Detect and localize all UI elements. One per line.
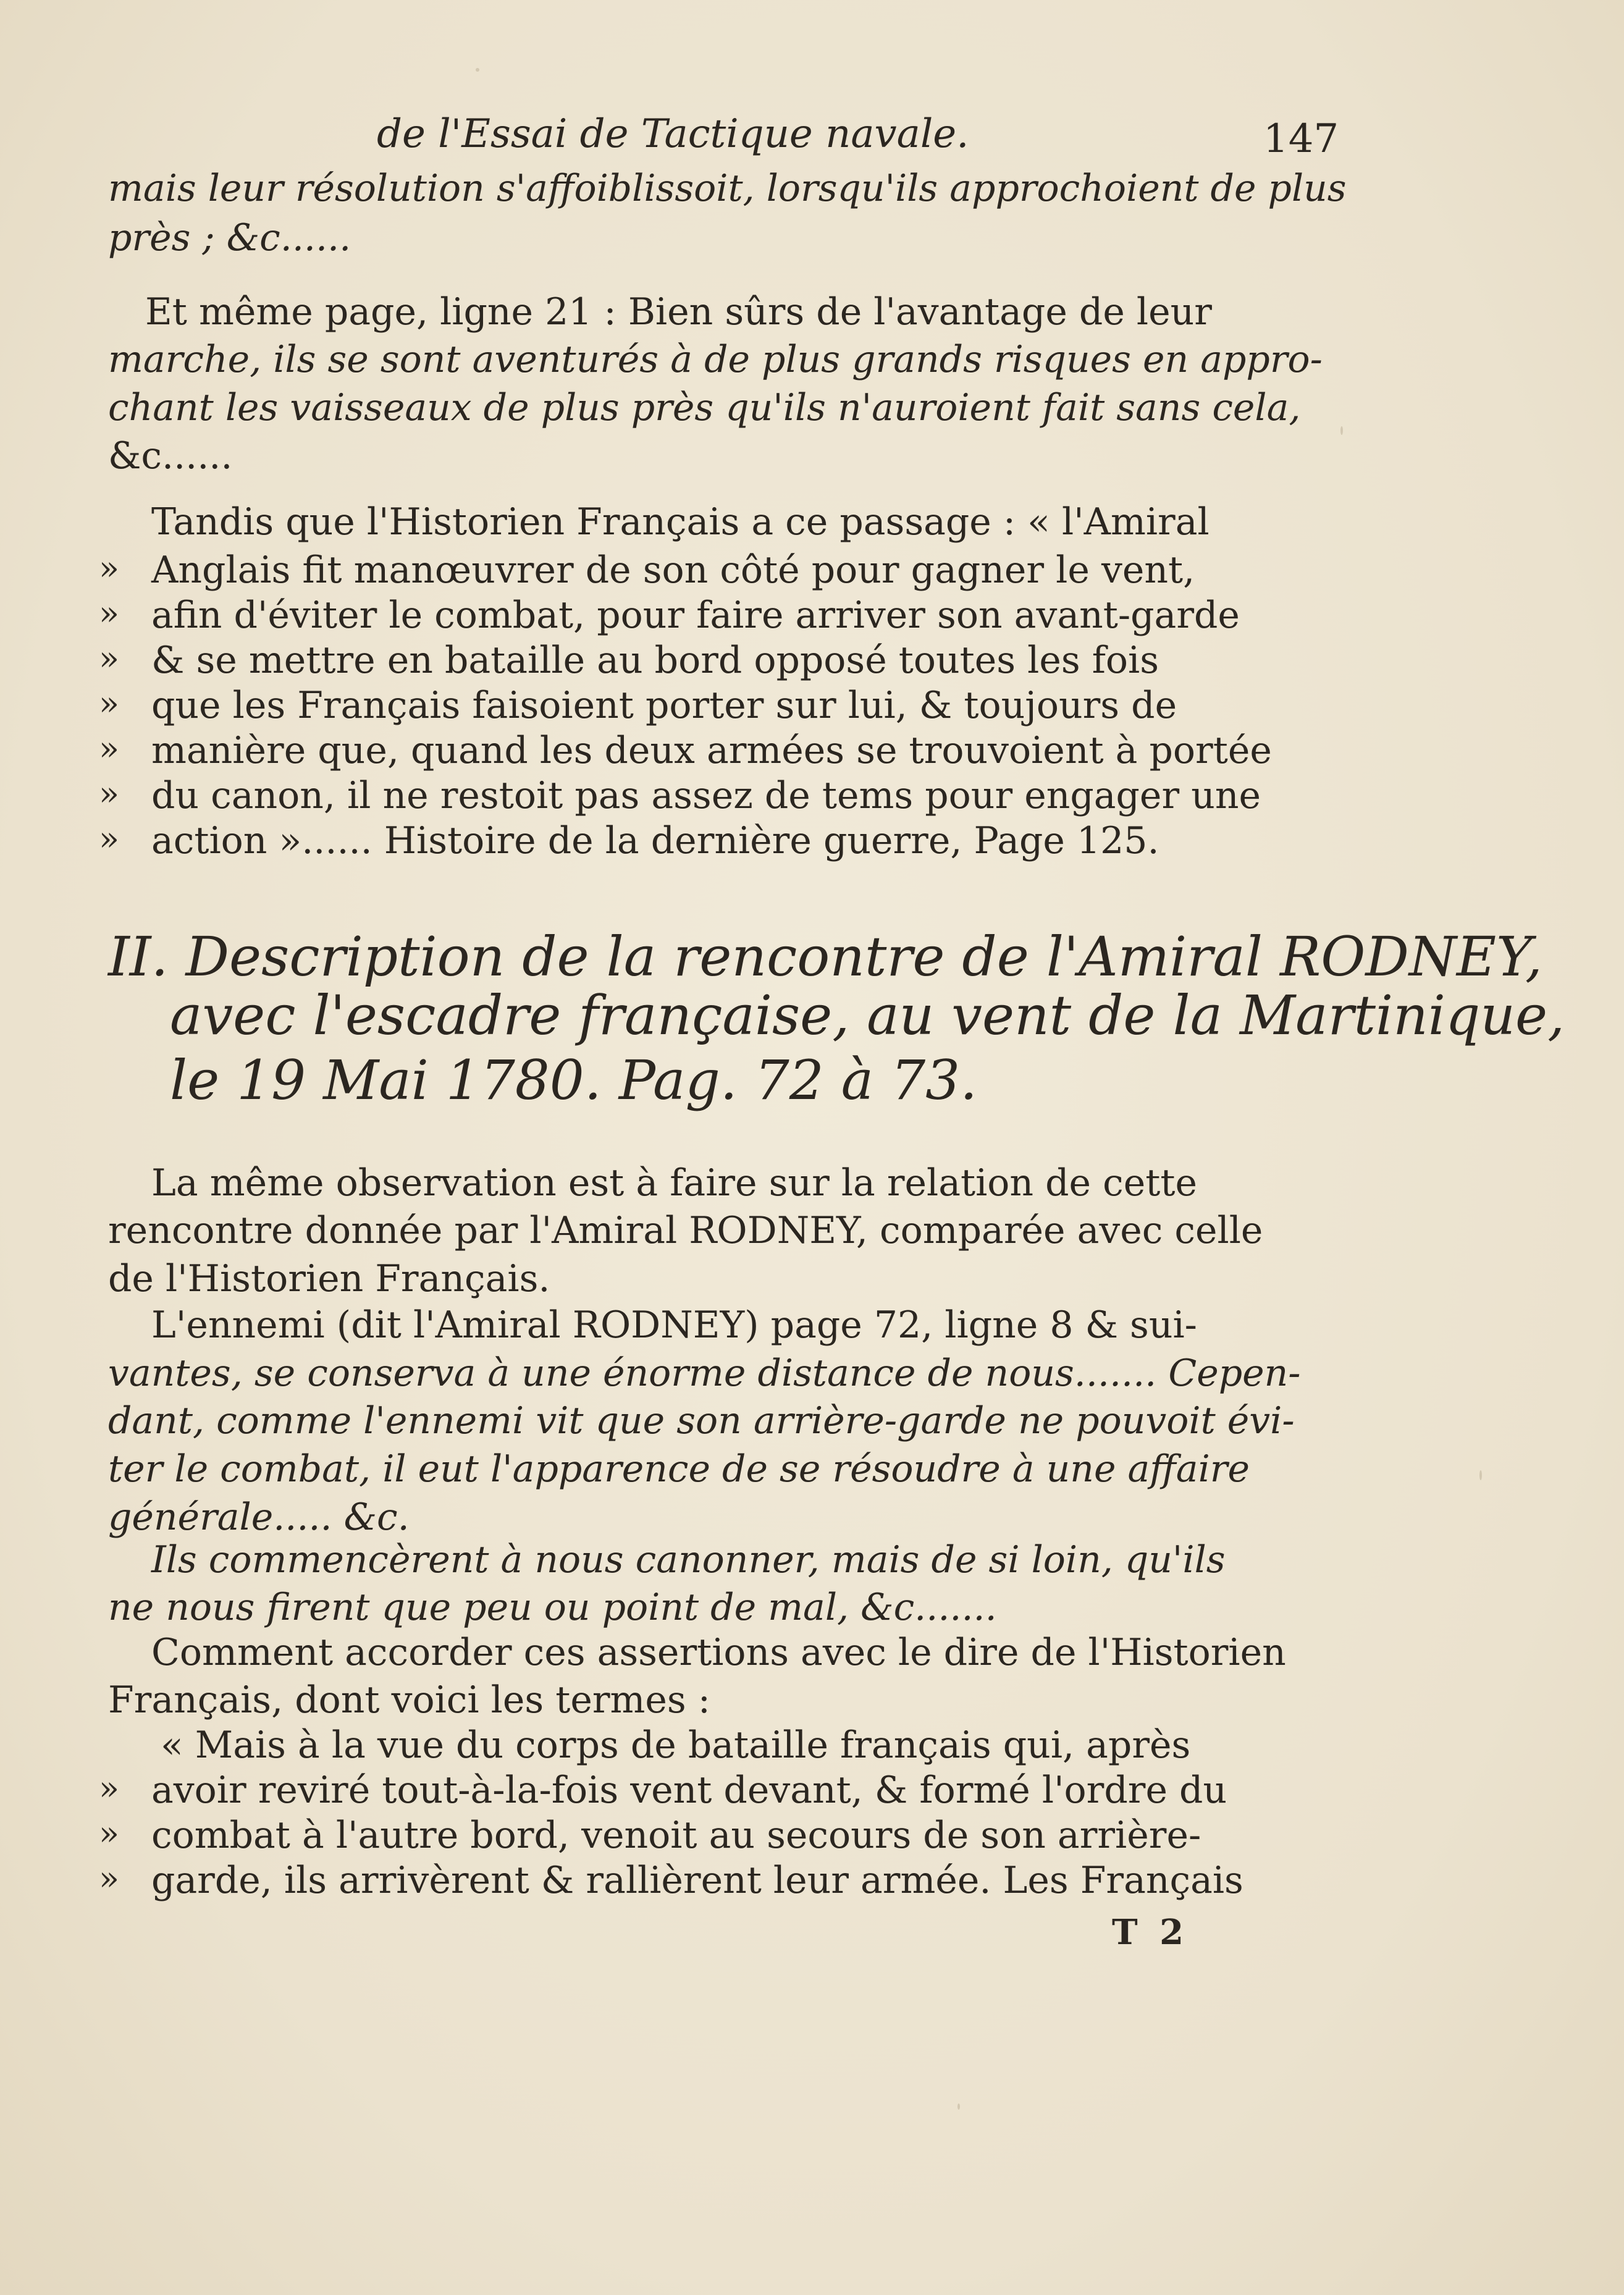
text-line: ter le combat, il eut l'apparence de se résoudre à une affaire [108,1447,1250,1491]
signature-mark: T 2 [1112,1912,1189,1953]
quote-mark: » [99,819,120,858]
section-heading-line: le 19 Mai 1780. Pag. 72 à 73. [170,1048,978,1112]
running-head: de l'Essai de Tactique navale. [377,111,969,157]
text-line: Français, dont voici les termes : [108,1678,710,1722]
text-line: de l'Historien Français. [108,1257,550,1300]
quote-mark: » [99,549,120,587]
text-line: Et même page, ligne 21 : Bien sûrs de l'avantage de leur [145,290,1212,334]
quote-mark: » [99,639,120,678]
text-line: chant les vaisseaux de plus près qu'ils n'auroient fait sans cela, [108,386,1301,429]
quote-mark: » [99,729,120,768]
text-line: dant, comme l'ennemi vit que son arrière-garde ne pouvoit évi- [108,1399,1295,1442]
text-line: vantes, se conserva à une énorme distance de nous....... Cepen- [108,1352,1301,1395]
section-heading-line: avec l'escadre française, au vent de la Martinique, [170,983,1565,1047]
text-line: Tandis que l'Historien Français a ce passage : « l'Amiral [151,500,1210,544]
text-line: générale..... &c. [108,1496,410,1539]
text-line: La même observation est à faire sur la relation de cette [151,1161,1197,1205]
text-line: près ; &c...... [108,216,351,259]
text-line: « Mais à la vue du corps de bataille français qui, après [161,1724,1191,1767]
text-line: marche, ils se sont aventurés à de plus grands risques en appro- [108,338,1323,381]
paper-speck [1479,1470,1482,1480]
text-line: Comment accorder ces assertions avec le dire de l'Historien [151,1631,1286,1674]
page-number: 147 [1263,116,1339,162]
text-line: L'ennemi (dit l'Amiral RODNEY) page 72, ligne 8 & sui- [151,1303,1197,1347]
quote-mark: » [99,774,120,813]
text-line: &c...... [108,434,233,478]
quote-mark: » [99,1859,120,1898]
text-line: mais leur résolution s'affoiblissoit, lorsqu'ils approchoient de plus [108,167,1347,210]
page-text: de l'Essai de Tactique navale. 147 mais leur résolution s'affoiblissoit, lorsqu'ils approchoient de plus près ; &c...... Et même page, ligne 21 : Bien sûrs de l'avantage de leur marche, ils se sont aventurés à de plus grands risques en appro- chant les vaisseaux de plus près qu'ils n'auroient fait sans cela, &c...... Tandis que l'Historien Français a ce passage : « l'Amiral » Anglais fit manœuvrer de son côté pour gagner le vent, » afin d'éviter le combat, pour faire arriver son avant-garde » & se mettre en bataille au bord opposé toutes les fois » que les Français faisoient porter sur lui, & toujours de » manière que, quand les deux armées se trouvoient à portée » du canon, il ne restoit pas assez de tems pour engager une » action »...... Histoire de la dernière guerre, Page 125. II. Description de la rencontre de l'Amiral RODNEY, avec l'escadre française, au vent de la Martinique, le 19 Mai 1780. Pag. 72 à 73. La même observation est à faire sur la relation de cette rencontre donnée par l'Amiral RODNEY, comparée avec celle de l'Historien Français. L'ennemi (dit l'Amiral RODNEY) page 72, ligne 8 & sui- vantes, se conserva à une énorme distance de nous....... Cepen- dant, comme l'ennemi vit que son arrière-garde ne pouvoit évi- ter le combat, il eut l'apparence de se résoudre à une affaire générale..... &c. Ils commencèrent à nous canonner, mais de si loin, qu'ils ne nous firent que peu ou point de mal, &c....... Comment accorder ces assertions avec le dire de l'Historien Français, dont voici les termes : « Mais à la vue du corps de bataille français qui, après » avoir reviré tout-à-la-fois vent devant, & formé l'ordre du » combat à l'autre bord, venoit au secours de son arrière- » garde, ils arrivèrent & rallièrent leur armée. Les Français T 2 [99,111,1565,1953]
text-line: rencontre donnée par l'Amiral RODNEY, comparée avec celle [108,1209,1263,1252]
quote-mark: » [99,594,120,633]
quote-mark: » [99,1769,120,1808]
section-heading: II. Description de la rencontre de l'Amiral RODNEY, [108,925,1542,988]
quote-mark: » [99,1814,120,1853]
text-line: ne nous firent que peu ou point de mal, &c....... [108,1586,997,1629]
text-line: Ils commencèrent à nous canonner, mais de si loin, qu'ils [151,1538,1226,1581]
paper-speck [1340,426,1343,435]
quote-mark: » [99,684,120,723]
